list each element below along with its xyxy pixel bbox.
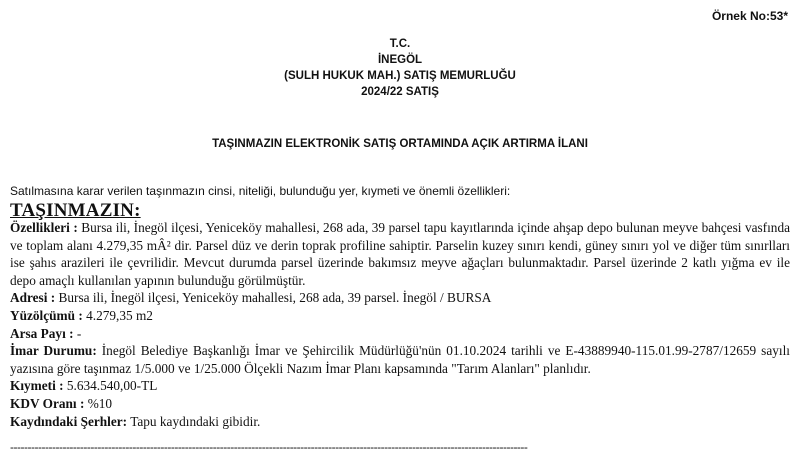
adresi-field [10,289,790,307]
yuzolcumu-field [10,307,790,325]
adresi-label: Adresi : [10,290,56,306]
separator-line: ---------------------------------------------------------------------------------------------------------------------------------------------------- [10,441,528,453]
ozellikleri-field [10,219,790,289]
section-heading: TAŞINMAZIN: [10,200,141,221]
imar-durumu-field [10,342,790,377]
document-title: TAŞINMAZIN ELEKTRONİK SATIŞ ORTAMINDA AÇIK ARTIRMA İLANI [212,138,588,150]
property-details [10,219,790,430]
serhler-field [10,413,790,431]
example-number: Örnek No:53* [711,9,788,23]
kdv-orani-field [10,395,790,413]
kiymeti-field [10,377,790,395]
serhler-label: Kaydındaki Şerhler: [10,413,128,429]
document-header [0,36,800,100]
arsa-payi-value: - [73,325,82,341]
imar-durumu-value: İnegöl Belediye Başkanlığı İmar ve Şehircilik Müdürlüğü'nün 01.10.2024 tarihli ve E-43889940-115.01.99-2787/12659 sayılı yazısına göre taşınmaz 1/5.000 ve 1/25.000 Ölçekli Nazım İmar Planı kapsamında "Tarım Alanları" planlıdır. [10,343,790,376]
header-line-case-number: 2024/22 SATIŞ [361,86,439,98]
intro-text: Satılmasına karar verilen taşınmazın cinsi, niteliği, bulunduğu yer, kıymeti ve önemli özellikleri: [10,184,511,198]
header-line-city: İNEGÖL [377,54,423,66]
yuzolcumu-label: Yüzölçümü : [10,307,83,323]
kiymeti-value: 5.634.540,00-TL [63,378,158,394]
arsa-payi-field [10,325,790,343]
arsa-payi-label: Arsa Payı : [10,325,74,341]
adresi-value: Bursa ili, İnegöl ilçesi, Yeniceköy mahallesi, 268 ada, 39 parsel. İnegöl / BURSA [55,290,492,306]
kdv-orani-value: %10 [84,395,113,411]
header-line-tc: T.C. [389,38,411,50]
yuzolcumu-value: 4.279,35 m2 [82,307,153,323]
kiymeti-label: Kıymeti : [10,378,64,394]
kdv-orani-label: KDV Oranı : [10,395,85,411]
ozellikleri-value: Bursa ili, İnegöl ilçesi, Yeniceköy mahallesi, 268 ada, 39 parsel tapu kayıtlarında içinde ahşap depo bulunan meyve bahçesi vasfında ve toplam alanı 4.279,35 mÂ² dir. Parsel düz ve derin toprak profiline sahiptir. Parselin kuzey sınırı kendi, güney sınırı yol ve diğer tüm sınırlları ise şahıs arazileri ile çevrilidir. Mevcut durumda parsel üzerinde bakımsız meyve ağaçları bulunmaktadır. Parsel üzerinde 2 katlı yığma ev ile depo amaçlı kullanılan yapının bulunduğu görülmüştür. [10,220,790,288]
ozellikleri-label: Özellikleri : [10,220,78,235]
header-line-office: (SULH HUKUK MAH.) SATIŞ MEMURLUĞU [284,70,516,82]
imar-durumu-label: İmar Durumu: [10,343,97,359]
serhler-value: Tapu kaydındaki gibidir. [127,413,261,429]
